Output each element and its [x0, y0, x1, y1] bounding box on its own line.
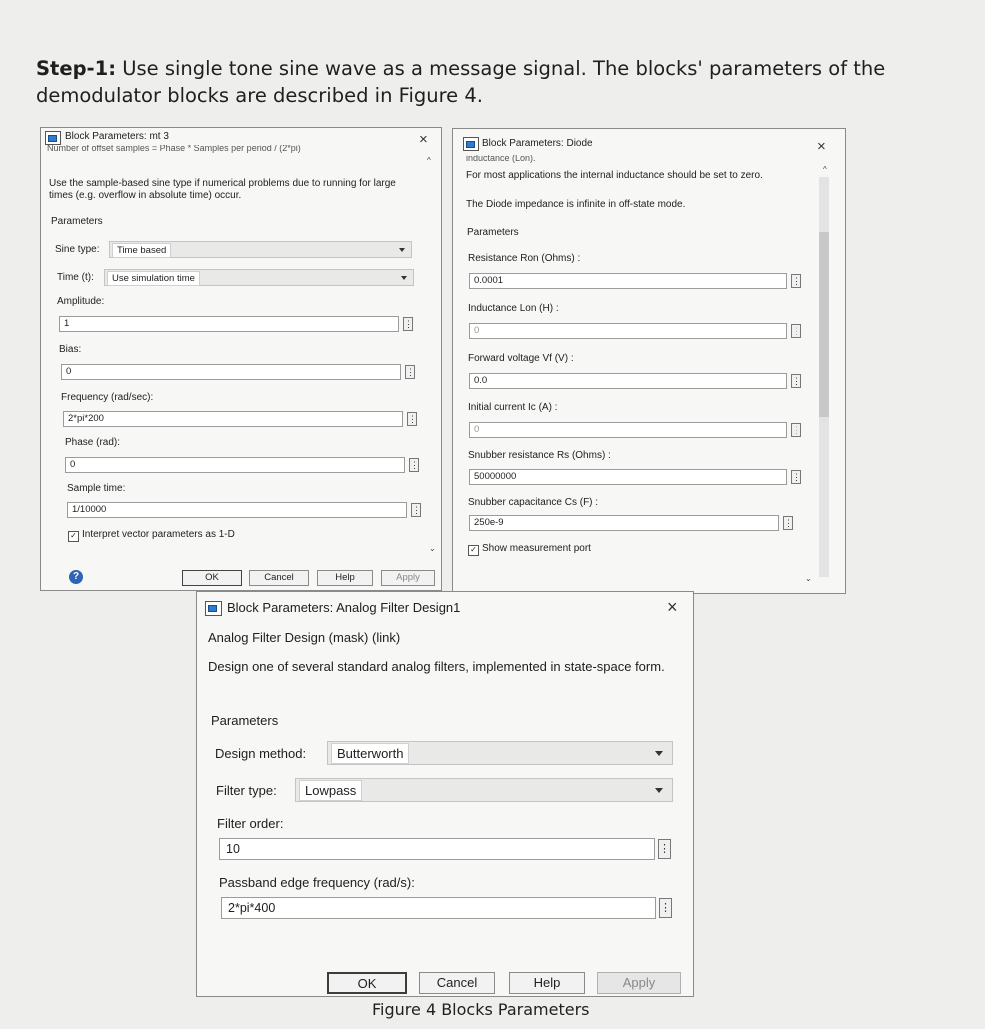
more-options-icon[interactable]: ⋮ — [784, 518, 793, 528]
ron-input[interactable]: 0.0001 — [469, 273, 787, 289]
more-options-icon[interactable]: ⋮ — [406, 367, 415, 377]
sine-type-select[interactable] — [109, 241, 412, 258]
more-options-icon[interactable]: ⋮ — [792, 376, 801, 386]
ok-button[interactable]: OK — [182, 570, 242, 586]
more-options-icon[interactable]: ⋮ — [792, 425, 801, 435]
cancel-button[interactable]: Cancel — [249, 570, 309, 586]
phase-label: Phase (rad): — [65, 437, 121, 448]
bias-input[interactable]: 0 — [61, 364, 401, 380]
more-options-icon[interactable]: ⋮ — [404, 319, 413, 329]
close-icon[interactable]: × — [667, 597, 678, 617]
more-options-icon[interactable]: ⋮ — [408, 414, 417, 424]
description-off-state: The Diode impedance is infinite in off-state mode. — [466, 199, 686, 210]
frequency-label: Frequency (rad/sec): — [61, 392, 154, 403]
checkbox-checked-icon[interactable]: ✓ — [468, 545, 479, 556]
chevron-down-icon — [401, 276, 407, 280]
design-method-label: Design method: — [215, 746, 307, 761]
apply-button[interactable]: Apply — [381, 570, 435, 586]
time-select[interactable] — [104, 269, 414, 286]
passband-edge-input[interactable]: 2*pi*400 — [221, 897, 656, 919]
frequency-input[interactable]: 2*pi*200 — [63, 411, 403, 427]
scroll-down-icon[interactable]: ⌄ — [805, 574, 812, 583]
lon-input[interactable]: 0 — [469, 323, 787, 339]
time-label: Time (t): — [57, 272, 94, 283]
design-method-value: Butterworth — [331, 743, 409, 764]
block-parameters-icon — [45, 131, 61, 145]
close-icon[interactable]: × — [817, 138, 826, 155]
sine-type-label: Sine type: — [55, 244, 100, 255]
figure-caption: Figure 4 Blocks Parameters — [372, 1000, 590, 1019]
scrollbar-thumb[interactable] — [819, 232, 829, 417]
interpret-vector-label: Interpret vector parameters as 1-D — [82, 529, 235, 540]
apply-button[interactable]: Apply — [597, 972, 681, 994]
parameters-label: Parameters — [51, 216, 103, 227]
ok-button[interactable]: OK — [327, 972, 407, 994]
bias-label: Bias: — [59, 344, 82, 355]
more-options-icon[interactable]: ⋮ — [412, 505, 421, 515]
lon-label: Inductance Lon (H) : — [468, 303, 559, 314]
cutoff-text: inductance (Lon). — [466, 155, 536, 163]
step-label: Step-1: — [36, 57, 117, 80]
ic-label: Initial current Ic (A) : — [468, 402, 558, 413]
parameters-label: Parameters — [211, 713, 279, 728]
analog-filter-dialog — [196, 591, 694, 997]
help-icon[interactable]: ? — [69, 570, 83, 584]
vf-input[interactable]: 0.0 — [469, 373, 787, 389]
time-value: Use simulation time — [107, 271, 200, 286]
cutoff-text: Number of offset samples = Phase * Samples per period / (2*pi) — [47, 145, 301, 153]
scroll-down-icon[interactable]: ⌄ — [429, 544, 436, 553]
dialog-title: Block Parameters: Diode — [482, 138, 593, 149]
chevron-down-icon — [399, 248, 405, 252]
step-heading — [36, 55, 946, 109]
close-icon[interactable]: × — [419, 131, 428, 148]
show-measurement-label: Show measurement port — [482, 543, 591, 554]
parameters-label: Parameters — [467, 227, 519, 238]
sample-time-input[interactable]: 1/10000 — [67, 502, 407, 518]
passband-edge-label: Passband edge frequency (rad/s): — [219, 875, 415, 890]
more-options-icon[interactable]: ⋮ — [792, 276, 801, 286]
dialog-title: Block Parameters: mt 3 — [65, 131, 169, 142]
description: Design one of several standard analog filters, implemented in state-space form. — [208, 659, 665, 674]
diode-dialog — [452, 128, 846, 594]
scroll-up-icon[interactable]: ^ — [427, 156, 431, 165]
amplitude-label: Amplitude: — [57, 296, 105, 307]
filter-type-label: Filter type: — [216, 783, 277, 798]
scrollbar-track[interactable] — [819, 177, 829, 577]
dialog-title: Block Parameters: Analog Filter Design1 — [227, 600, 461, 615]
ic-input[interactable]: 0 — [469, 422, 787, 438]
more-options-icon[interactable]: ⋮ — [792, 472, 801, 482]
phase-input[interactable]: 0 — [65, 457, 405, 473]
checkbox-checked-icon[interactable]: ✓ — [68, 531, 79, 542]
mask-subtitle: Analog Filter Design (mask) (link) — [208, 630, 401, 645]
rs-label: Snubber resistance Rs (Ohms) : — [468, 450, 611, 461]
amplitude-input[interactable]: 1 — [59, 316, 399, 332]
chevron-down-icon — [655, 751, 663, 756]
scroll-up-icon[interactable]: ^ — [823, 165, 827, 174]
more-options-icon[interactable]: ⋮ — [792, 326, 801, 336]
more-options-icon[interactable]: ⋮ — [659, 898, 672, 918]
filter-type-select[interactable] — [295, 778, 673, 802]
help-button[interactable]: Help — [317, 570, 373, 586]
description: For most applications the internal inductance should be set to zero. — [466, 170, 763, 181]
more-options-icon[interactable]: ⋮ — [410, 460, 419, 470]
sample-time-label: Sample time: — [67, 483, 126, 494]
show-measurement-checkbox[interactable] — [468, 543, 591, 556]
step-text: Use single tone sine wave as a message signal. The blocks' parameters of the demodulator blocks are described in Figure 4. — [36, 57, 886, 107]
filter-type-value: Lowpass — [299, 780, 362, 801]
filter-order-label: Filter order: — [217, 816, 284, 831]
cs-label: Snubber capacitance Cs (F) : — [468, 497, 599, 508]
block-parameters-icon — [205, 601, 222, 616]
sine-type-value: Time based — [112, 243, 171, 258]
more-options-icon[interactable]: ⋮ — [658, 839, 671, 859]
help-button[interactable]: Help — [509, 972, 585, 994]
interpret-vector-checkbox[interactable] — [68, 529, 235, 542]
block-parameters-icon — [463, 137, 479, 151]
description: Use the sample-based sine type if numerical problems due to running for large times (e.g. overflow in absolute time) occur. — [49, 178, 396, 201]
ron-label: Resistance Ron (Ohms) : — [468, 253, 581, 264]
chevron-down-icon — [655, 788, 663, 793]
design-method-select[interactable] — [327, 741, 673, 765]
filter-order-input[interactable]: 10 — [219, 838, 655, 860]
rs-input[interactable]: 50000000 — [469, 469, 787, 485]
cs-input[interactable]: 250e-9 — [469, 515, 779, 531]
sine-wave-dialog — [40, 127, 442, 591]
vf-label: Forward voltage Vf (V) : — [468, 353, 574, 364]
cancel-button[interactable]: Cancel — [419, 972, 495, 994]
